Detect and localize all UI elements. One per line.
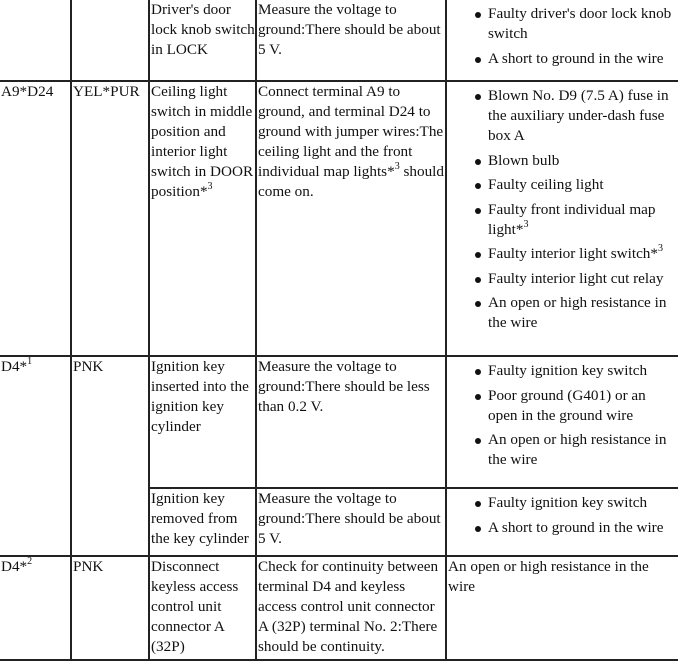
table-row (0, 0, 678, 81)
terminal-cell (0, 0, 71, 81)
list-item: Faulty interior light switch*$^3$ (448, 244, 678, 264)
test-procedure-cell: Measure the voltage to ground:There should be about 5 V. (256, 488, 446, 556)
cause-list (448, 493, 678, 538)
possible-cause-cell (446, 0, 678, 81)
list-item: Blown bulb (448, 151, 678, 171)
wire-color-cell: PNK (71, 356, 149, 556)
possible-cause-cell (446, 356, 678, 488)
list-item: Blown No. D9 (7.5 A) fuse in the auxiliary under-dash fuse box A (448, 86, 678, 146)
list-item: Faulty front individual map light*$^3$ (448, 200, 678, 240)
table-row (0, 356, 678, 488)
test-condition-cell: Ceiling light switch in middle position and interior light switch in DOOR position*$^3$ (149, 81, 256, 356)
test-procedure-cell: Measure the voltage to ground:There should be about 5 V. (256, 0, 446, 81)
test-condition-cell: Driver's door lock knob switch in LOCK (149, 0, 256, 81)
list-item: A short to ground in the wire (448, 518, 678, 538)
wire-color-cell: YEL*PUR (71, 81, 149, 356)
wire-color-cell: PNK (71, 556, 149, 660)
test-condition-cell: Ignition key removed from the key cylinder (149, 488, 256, 556)
table-row (0, 556, 678, 660)
list-item: Faulty ignition key switch (448, 361, 678, 381)
possible-cause-cell: An open or high resistance in the wire (446, 556, 678, 660)
test-condition-cell: Disconnect keyless access control unit connector A (32P) (149, 556, 256, 660)
test-condition-cell: Ignition key inserted into the ignition key cylinder (149, 356, 256, 488)
test-procedure-cell: Measure the voltage to ground:There should be less than 0.2 V. (256, 356, 446, 488)
possible-cause-cell (446, 488, 678, 556)
list-item: An open or high resistance in the wire (448, 293, 678, 333)
list-item: A short to ground in the wire (448, 49, 678, 69)
wire-color-cell (71, 0, 149, 81)
possible-cause-cell (446, 81, 678, 356)
list-item: An open or high resistance in the wire (448, 430, 678, 470)
test-procedure-cell: Check for continuity between terminal D4 and keyless access control unit connector A (32P) terminal No. 2:There should be continuity. (256, 556, 446, 660)
terminal-cell: A9*D24 (0, 81, 71, 356)
cause-list (448, 4, 678, 69)
terminal-cell: D4*$^1$ (0, 356, 71, 556)
terminal-cell: D4*$^2$ (0, 556, 71, 660)
list-item: Faulty interior light cut relay (448, 269, 678, 289)
cause-list (448, 361, 678, 470)
list-item: Poor ground (G401) or an open in the ground wire (448, 386, 678, 426)
cause-list (448, 86, 678, 333)
table-row (0, 81, 678, 356)
list-item: Faulty driver's door lock knob switch (448, 4, 678, 44)
list-item: Faulty ignition key switch (448, 493, 678, 513)
list-item: Faulty ceiling light (448, 175, 678, 195)
test-procedure-cell: Connect terminal A9 to ground, and terminal D24 to ground with jumper wires:The ceiling light and the front individual map lights*$^3$ should come on. (256, 81, 446, 356)
